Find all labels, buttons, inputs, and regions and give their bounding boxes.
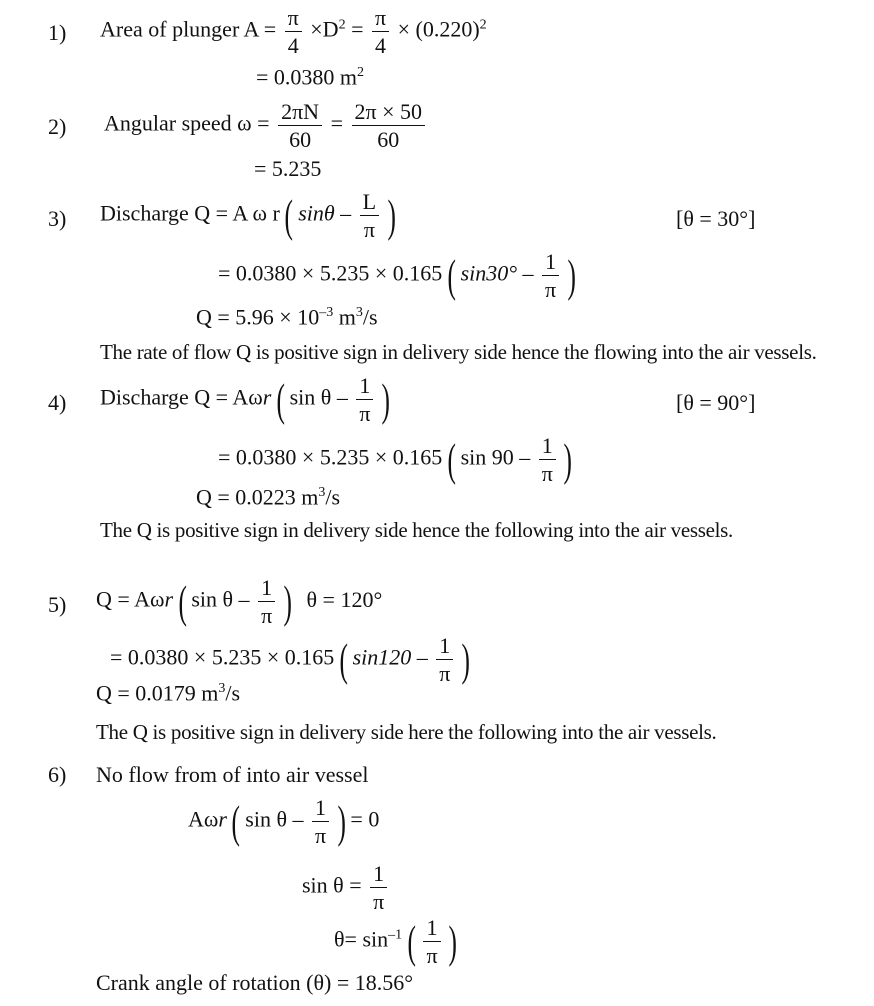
label: Area of plunger A	[100, 16, 259, 42]
final-result: Crank angle of rotation (θ) = 18.56°	[96, 970, 414, 995]
paren-open: (	[447, 433, 456, 485]
step-number: 3)	[48, 206, 67, 231]
label: Discharge Q = Aω	[100, 384, 263, 410]
result: Q = 0.0179 m	[96, 680, 219, 706]
numerator: 2π × 50	[352, 100, 426, 126]
step-2-equation	[104, 100, 428, 151]
paren-close: )	[381, 373, 390, 425]
condition: [θ = 90°]	[676, 390, 756, 415]
step-3-result	[196, 306, 378, 328]
step-number: 2)	[48, 114, 67, 139]
paren-close: )	[567, 249, 576, 301]
fraction	[360, 190, 379, 241]
fraction	[370, 862, 387, 913]
numerator: 1	[356, 374, 373, 400]
paren-open: (	[339, 633, 348, 685]
paren-open: (	[177, 575, 187, 627]
expression: = 0.0380 × 5.235 × 0.165	[218, 260, 443, 286]
paren-close: )	[448, 915, 457, 967]
term: r	[262, 384, 272, 410]
term: θ= sin	[334, 926, 389, 952]
denominator: π	[373, 889, 385, 915]
paren-open: (	[284, 189, 294, 241]
numerator: 1	[370, 862, 387, 888]
unit: m	[333, 304, 356, 330]
fraction	[285, 6, 302, 57]
result: = 0.0380 m	[256, 64, 358, 90]
fraction	[312, 796, 329, 847]
term: sin θ =	[302, 872, 362, 898]
term: sin θ –	[191, 586, 250, 612]
step-5-substitution	[110, 634, 469, 685]
step-4-paragraph: The Q is positive sign in delivery side hence the following into the air vessels.	[100, 518, 733, 542]
paren-close: )	[563, 433, 573, 485]
paren-open: (	[231, 795, 241, 847]
exponent: 3	[355, 305, 363, 320]
step-3-substitution	[218, 250, 575, 301]
step-number: 6)	[48, 762, 67, 787]
step-6-equation-c	[334, 916, 456, 967]
numerator: π	[285, 6, 302, 32]
step-4-substitution	[218, 434, 572, 485]
term: sin θ –	[245, 806, 304, 832]
denominator: 60	[289, 127, 312, 153]
exponent: 2	[357, 65, 365, 80]
step-4-equation	[100, 374, 389, 425]
unit: /s	[225, 680, 241, 706]
condition: [θ = 30°]	[676, 206, 756, 231]
denominator: π	[261, 603, 273, 629]
fraction	[436, 634, 453, 685]
numerator: 1	[436, 634, 453, 660]
numerator: 1	[258, 576, 275, 602]
term: sin θ –	[289, 384, 348, 410]
fraction	[278, 100, 322, 151]
fraction	[542, 250, 559, 301]
term: Aω	[188, 806, 219, 832]
label: Q = Aω	[96, 586, 165, 612]
denominator: π	[439, 661, 451, 687]
step-3-equation	[100, 190, 395, 241]
term: sin120 –	[352, 644, 428, 670]
paren-open: (	[447, 249, 456, 301]
step-6-equation-b	[302, 862, 390, 913]
denominator: π	[426, 943, 438, 969]
exponent: 2	[479, 17, 487, 33]
numerator: L	[360, 190, 379, 216]
paren-close: )	[283, 575, 292, 627]
term: = 0	[350, 806, 380, 832]
denominator: 4	[375, 33, 387, 59]
fraction	[423, 916, 440, 967]
step-1-equation	[100, 6, 487, 57]
expression: = 0.0380 × 5.235 × 0.165	[110, 644, 335, 670]
term: sin 90 –	[460, 444, 531, 470]
exponent: 3	[318, 485, 326, 500]
fraction	[539, 434, 556, 485]
step-4-result	[196, 486, 340, 508]
equals: =	[330, 110, 343, 136]
fraction	[352, 100, 426, 151]
label: Angular speed ω =	[104, 110, 270, 136]
denominator: π	[363, 217, 375, 243]
unit: /s	[325, 484, 341, 510]
equals: =	[263, 16, 277, 42]
result: Q = 0.0223 m	[196, 484, 319, 510]
numerator: 1	[539, 434, 556, 460]
paren-open: (	[407, 915, 416, 967]
condition: θ = 120°	[306, 586, 383, 612]
term: ×D	[310, 16, 339, 42]
fraction	[372, 6, 389, 57]
unit: /s	[362, 304, 378, 330]
term: r	[164, 586, 174, 612]
paren-open: (	[276, 373, 285, 425]
denominator: π	[541, 461, 553, 487]
fraction	[356, 374, 373, 425]
label: Discharge Q = A ω r	[100, 200, 280, 226]
term: × (0.220)	[397, 16, 480, 42]
step-number: 1)	[48, 20, 67, 45]
paren-close: )	[387, 189, 396, 241]
numerator: 1	[542, 250, 559, 276]
denominator: 60	[377, 127, 400, 153]
term: sinθ –	[298, 200, 352, 226]
denominator: 4	[287, 33, 299, 59]
numerator: π	[372, 6, 389, 32]
step-5-paragraph: The Q is positive sign in delivery side here the following into the air vessels.	[96, 720, 717, 744]
paren-close: )	[461, 633, 470, 685]
exponent: –1	[388, 927, 403, 943]
numerator: 1	[423, 916, 440, 942]
denominator: π	[359, 401, 371, 427]
step-1-result	[256, 66, 364, 88]
term: r	[218, 806, 227, 832]
step-6-equation-a	[188, 796, 379, 847]
paren-close: )	[337, 795, 346, 847]
equals: =	[351, 16, 364, 42]
numerator: 1	[312, 796, 329, 822]
step-number: 5)	[48, 592, 67, 617]
step-5-equation	[96, 576, 382, 627]
denominator: π	[314, 823, 327, 849]
exponent: 3	[218, 681, 226, 696]
numerator: 2πN	[278, 100, 322, 126]
exponent: –3	[319, 305, 334, 320]
result: Q = 5.96 × 10	[196, 304, 320, 330]
term: sin30° –	[460, 260, 534, 286]
denominator: π	[545, 277, 557, 303]
step-2-result: = 5.235	[254, 156, 322, 181]
step-3-paragraph: The rate of flow Q is positive sign in delivery side hence the flowing into the air vessels.	[100, 340, 817, 364]
fraction	[258, 576, 275, 627]
expression: = 0.0380 × 5.235 × 0.165	[218, 444, 443, 470]
step-5-result	[96, 682, 240, 704]
step-6-statement: No flow from of into air vessel	[96, 762, 369, 787]
exponent: 2	[338, 17, 346, 33]
step-number: 4)	[48, 390, 67, 415]
